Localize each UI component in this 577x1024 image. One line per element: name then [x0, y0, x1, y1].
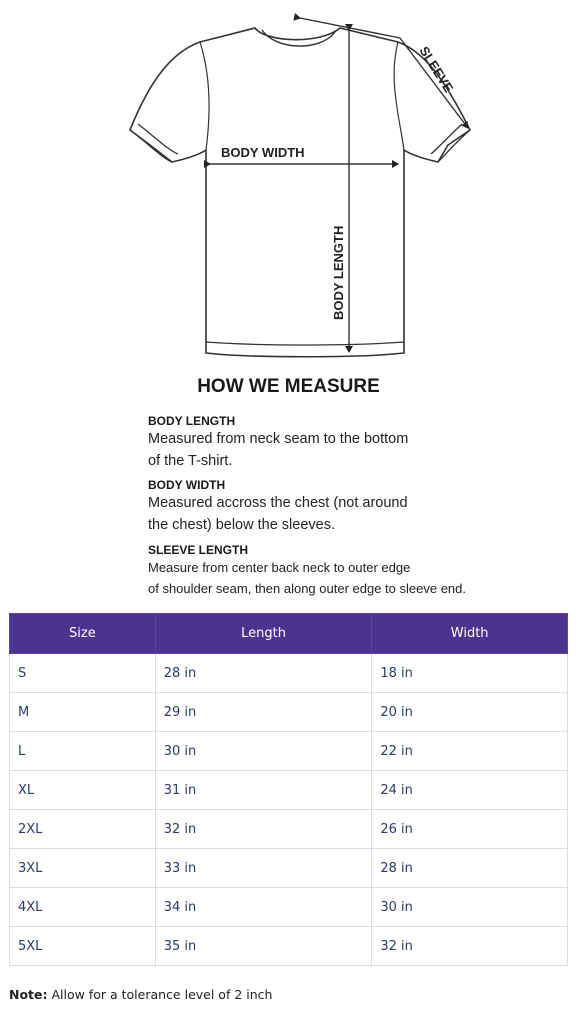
definition-line: of the T-shirt. — [148, 453, 233, 469]
table-row — [10, 849, 568, 888]
length-cell: 34 in — [155, 888, 372, 927]
definition-line: Measured from neck seam to the bottom — [148, 431, 409, 447]
length-cell: 29 in — [155, 693, 372, 732]
definition-line: the chest) below the sleeves. — [148, 517, 335, 533]
length-cell: 31 in — [155, 771, 372, 810]
definition-line: Measure from center back neck to outer edge — [148, 560, 411, 575]
size-cell: 3XL — [10, 849, 156, 888]
definition-line: of shoulder seam, then along outer edge to sleeve end. — [148, 581, 466, 596]
definition-term: BODY LENGTH — [148, 414, 236, 428]
width-cell: 22 in — [372, 732, 568, 771]
size-cell: L — [10, 732, 156, 771]
body-width-label: BODY WIDTH — [221, 145, 305, 160]
width-cell: 20 in — [372, 693, 568, 732]
column-header-size: Size — [10, 614, 156, 654]
tshirt-outline — [130, 28, 470, 357]
width-cell: 18 in — [372, 654, 568, 693]
column-header-width: Width — [372, 614, 568, 654]
body-length-definition — [148, 414, 548, 472]
width-cell: 28 in — [372, 849, 568, 888]
body-width-definition — [148, 478, 548, 536]
tolerance-note — [9, 987, 272, 1002]
size-cell: 5XL — [10, 927, 156, 966]
table-header-row — [10, 614, 568, 654]
table-row — [10, 732, 568, 771]
size-cell: S — [10, 654, 156, 693]
sleeve-length-definition — [148, 543, 548, 599]
how-we-measure-title: HOW WE MEASURE — [197, 376, 380, 397]
length-cell: 33 in — [155, 849, 372, 888]
note-label: Note: — [9, 987, 48, 1002]
size-cell: XL — [10, 771, 156, 810]
definition-line: Measured accross the chest (not around — [148, 495, 408, 511]
tshirt-illustration — [0, 0, 577, 370]
size-cell: M — [10, 693, 156, 732]
width-cell: 24 in — [372, 771, 568, 810]
note-text: Allow for a tolerance level of 2 inch — [47, 987, 273, 1002]
length-cell: 30 in — [155, 732, 372, 771]
width-cell: 32 in — [372, 927, 568, 966]
size-cell: 2XL — [10, 810, 156, 849]
length-cell: 35 in — [155, 927, 372, 966]
table-row — [10, 693, 568, 732]
table-row — [10, 888, 568, 927]
size-cell: 4XL — [10, 888, 156, 927]
definition-term: SLEEVE LENGTH — [148, 543, 249, 557]
table-row — [10, 654, 568, 693]
length-cell: 32 in — [155, 810, 372, 849]
width-cell: 30 in — [372, 888, 568, 927]
table-row — [10, 927, 568, 966]
definition-term: BODY WIDTH — [148, 478, 226, 492]
column-header-length: Length — [155, 614, 372, 654]
sleeve-label: SLEEVE — [416, 43, 457, 96]
table-row — [10, 771, 568, 810]
width-cell: 26 in — [372, 810, 568, 849]
length-cell: 28 in — [155, 654, 372, 693]
table-row — [10, 810, 568, 849]
body-length-label: BODY LENGTH — [331, 225, 346, 320]
size-chart-table — [9, 613, 568, 966]
